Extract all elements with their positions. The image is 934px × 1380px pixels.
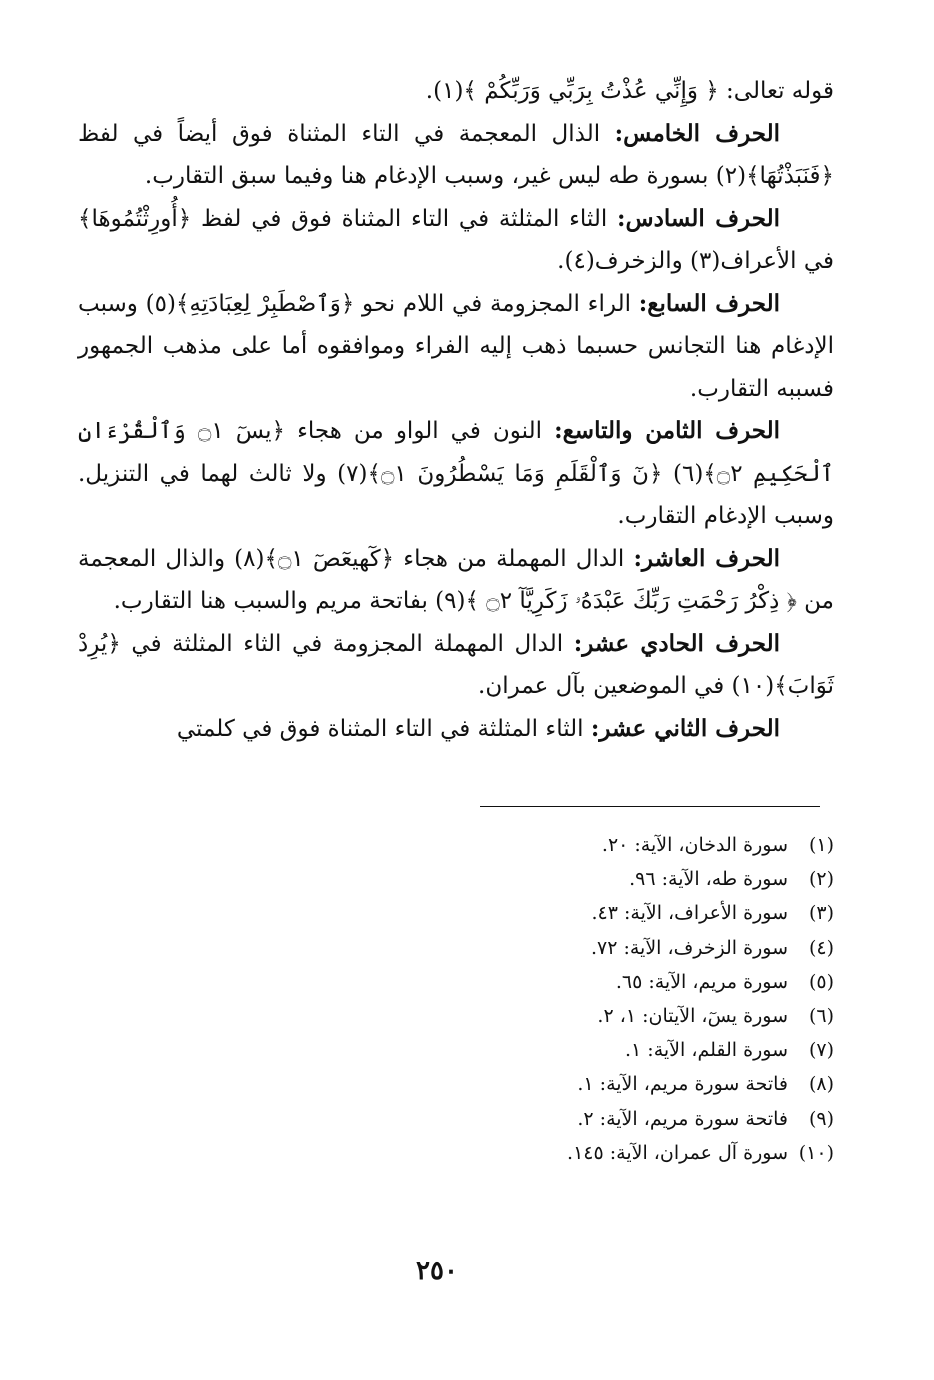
footnote-text: فاتحة سورة مريم، الآية: ٢. [577, 1107, 788, 1130]
body-text [78, 70, 834, 750]
footnote [300, 896, 834, 930]
footnote-text: سورة القلم، الآية: ١. [625, 1039, 788, 1062]
footnote [300, 965, 834, 999]
footnote [300, 1033, 834, 1067]
paragraph-text: الذال المعجمة في التاء المثناة فوق أيضاً في لفظ ﴿فَنَبَذْتُهَا﴾(٢) بسورة طه ليس غير، وسبب الإدغام هنا وفيما سبق التقارب. [78, 120, 834, 189]
paragraph-text: الدال المهملة من هجاء ﴿كٓهيعٓصٓ ۝١﴾(٨) والذال المعجمة من ﴿ ذِكْرُ رَحْمَتِ رَبِّكَ عَبْدَهُۥ زَكَرِيَّآ ۝٢ ﴾(٩) بفاتحة مريم والسبب هنا التقارب. [78, 545, 834, 614]
footnote-number: (١٠) [798, 1141, 834, 1164]
section-heading: الحرف السادس: [617, 204, 780, 232]
section-heading: الحرف الثاني عشر: [590, 714, 780, 742]
footnote-number: (٥) [808, 970, 834, 993]
footnote-text: سورة الأعراف، الآية: ٤٣. [591, 902, 788, 925]
footnote-text: سورة الزخرف، الآية: ٧٢. [590, 936, 788, 959]
footnote-number: (٨) [808, 1073, 834, 1096]
paragraph [78, 113, 834, 198]
paragraph-text: الثاء المثلثة في التاء المثناة فوق في لفظ ﴿أُورِثْتُمُوهَا﴾ في الأعراف(٣) والزخرف(٤). [78, 205, 834, 274]
footnote-number: (٩) [808, 1107, 834, 1130]
footnote-text: فاتحة سورة مريم، الآية: ١. [577, 1073, 788, 1096]
footnote-text: سورة الدخان، الآية: ٢٠. [601, 834, 788, 856]
section-heading: الحرف العاشر: [633, 544, 780, 572]
footnote [300, 931, 834, 965]
paragraph-text: النون في الواو من هجاء ﴿يسٓ ۝١ وَٱلْقُرْءَانِ ٱلْحَكِيمِ ۝٢﴾(٦) ﴿نٓ وَٱلْقَلَمِ وَمَا يَسْطُرُونَ ۝١﴾(٧) ولا ثالث لهما في التنزيل. وسبب الإدغام التقارب. [78, 418, 835, 529]
paragraph-text: الثاء المثلثة في التاء المثناة فوق في كلمتي [176, 715, 591, 742]
paragraph [78, 70, 834, 113]
paragraph [78, 538, 834, 623]
footnote [300, 1136, 834, 1170]
footnote-number: (٧) [808, 1039, 834, 1062]
paragraph [78, 283, 834, 411]
paragraph [78, 410, 834, 538]
footnote-text: سورة آل عمران، الآية: ١٤٥. [567, 1141, 788, 1164]
paragraph-text: الراء المجزومة في اللام نحو ﴿وَٱصْطَبِرْ لِعِبَادَتِهِ﴾(٥) وسبب الإدغام هنا التجانس حسبما ذهب إليه الفراء وموافقوه أما على مذهب الجمهور فسببه التقارب. [78, 290, 834, 402]
footnote [300, 999, 834, 1033]
page-number: ٢٥٠ [416, 1256, 458, 1286]
footnote-text: سورة مريم، الآية: ٦٥. [615, 970, 788, 993]
footnote [300, 1067, 834, 1101]
footnote-number: (٤) [808, 936, 834, 959]
paragraph-text: قوله تعالى: ﴿ وَإِنِّي عُذْتُ بِرَبِّي وَرَبِّكُمْ ﴾(١). [425, 78, 834, 104]
footnote [300, 828, 834, 862]
footnote-number: (٢) [808, 868, 834, 891]
paragraph-text: الدال المهملة المجزومة في الثاء المثلثة في ﴿يُرِدْ ثَوَابَ﴾(١٠) في الموضعين بآل عمران. [78, 630, 834, 699]
footnote-text: سورة يسٓ، الآيتان: ١، ٢. [597, 1005, 788, 1028]
footnote [300, 1102, 834, 1136]
footnote [300, 862, 834, 896]
section-heading: الحرف السابع: [638, 289, 780, 317]
footnote-number: (٣) [808, 902, 834, 925]
paragraph [78, 623, 834, 708]
footnote-text: سورة طه، الآية: ٩٦. [629, 868, 788, 891]
paragraph [78, 708, 834, 751]
footnote-separator [480, 806, 820, 807]
footnotes [300, 828, 834, 1170]
section-heading: الحرف الثامن والتاسع: [554, 417, 781, 444]
footnote-number: (٦) [808, 1005, 834, 1028]
footnote-number: (١) [808, 834, 834, 856]
section-heading: الحرف الحادي عشر: [573, 629, 780, 657]
paragraph [78, 198, 834, 283]
section-heading: الحرف الخامس: [614, 119, 781, 147]
